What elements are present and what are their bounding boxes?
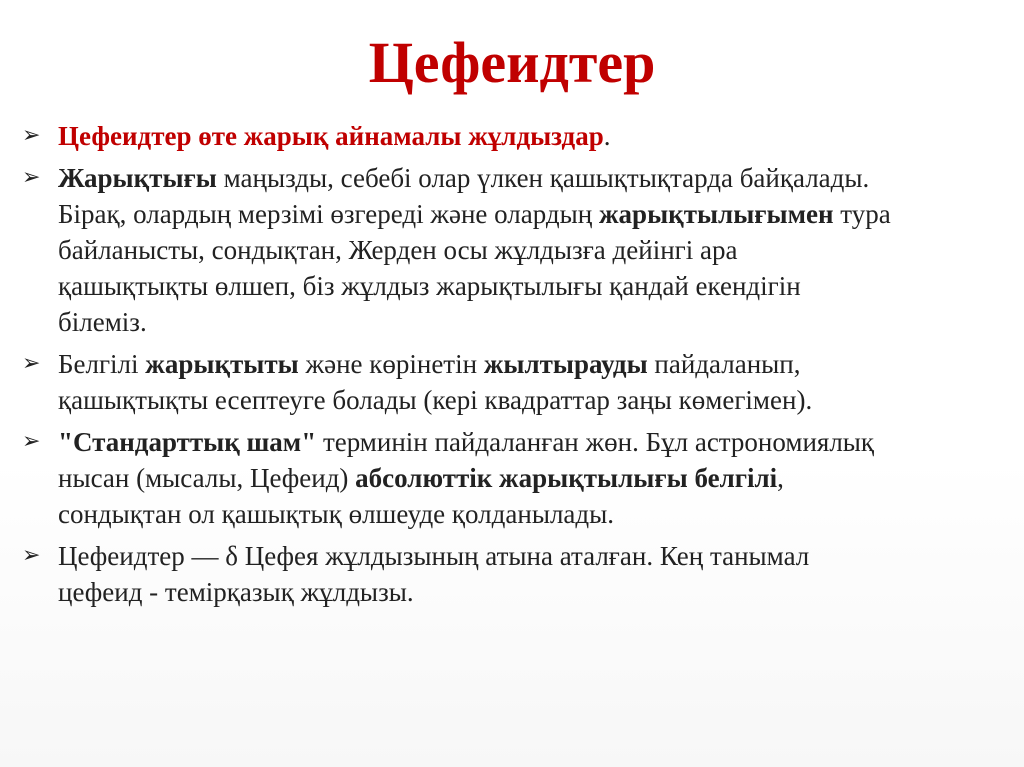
bullet-line [58, 538, 1012, 574]
emphasized-text: жарықтыты [145, 349, 299, 379]
text-segment: маңызды, себебі олар үлкен қашықтықтарда байқалады. [216, 163, 870, 193]
bullet-line [58, 496, 1012, 532]
bullet-line [58, 118, 1012, 154]
text-segment: пайдаланып, [647, 349, 801, 379]
bullet-line [58, 460, 1012, 496]
bullet-arrow-icon: ➢ [22, 429, 41, 454]
text-segment: Белгілі [58, 349, 146, 379]
text-segment: Цефеидтер — δ Цефея жұлдызының атына аталған. Кең танымал [58, 541, 810, 571]
emphasized-text: жылтырауды [483, 349, 648, 379]
bullet-item [22, 346, 1012, 418]
bullet-item [22, 160, 1012, 340]
text-segment: тура [833, 199, 891, 229]
slide-title: Цефеидтер [368, 30, 656, 95]
text-segment: нысан (мысалы, Цефеид) [58, 463, 356, 493]
text-segment: , [777, 463, 784, 493]
bullet-arrow-icon: ➢ [22, 123, 41, 148]
bullet-line [58, 574, 1012, 610]
bullet-line [58, 304, 1012, 340]
bullet-line [58, 346, 1012, 382]
bullet-line [58, 232, 1012, 268]
text-segment: және көрінетін [298, 349, 484, 379]
text-segment: цефеид - темірқазық жұлдызы. [58, 577, 414, 607]
bullet-item [22, 424, 1012, 532]
text-segment: байланысты, сондықтан, Жерден осы жұлдызға дейінгі ара [58, 235, 738, 265]
text-segment: сондықтан ол қашықтық өлшеуде қолданылады. [58, 499, 615, 529]
text-segment: қашықтықты есептеуге болады (кері квадраттар заңы көмегімен). [58, 385, 813, 415]
text-segment: Бірақ, олардың мерзімі өзгереді және олардың [58, 199, 599, 229]
bullet-line [58, 160, 1012, 196]
text-segment: терминін пайдаланған жөн. Бұл астрономиялық [316, 427, 875, 457]
bullet-line [58, 268, 1012, 304]
bullet-arrow-icon: ➢ [22, 351, 41, 376]
bullet-list [22, 118, 1012, 616]
emphasized-text: Жарықтығы [58, 163, 217, 193]
bullet-item [22, 118, 1012, 154]
emphasized-text: Цефеидтер өте жарық айнамалы жұлдыздар [58, 121, 604, 151]
bullet-arrow-icon: ➢ [22, 165, 41, 190]
bullet-line [58, 196, 1012, 232]
emphasized-text: абсолюттік жарықтылығы белгілі [355, 463, 778, 493]
bullet-line [58, 424, 1012, 460]
text-segment: қашықтықты өлшеп, біз жұлдыз жарықтылығы қандай екендігін [58, 271, 801, 301]
bullet-item [22, 538, 1012, 610]
bullet-arrow-icon: ➢ [22, 543, 41, 568]
emphasized-text: жарықтылығымен [598, 199, 834, 229]
text-segment: білеміз. [58, 307, 147, 337]
emphasized-text: "Стандарттық шам" [58, 427, 317, 457]
bullet-line [58, 382, 1012, 418]
text-segment: . [603, 121, 611, 151]
